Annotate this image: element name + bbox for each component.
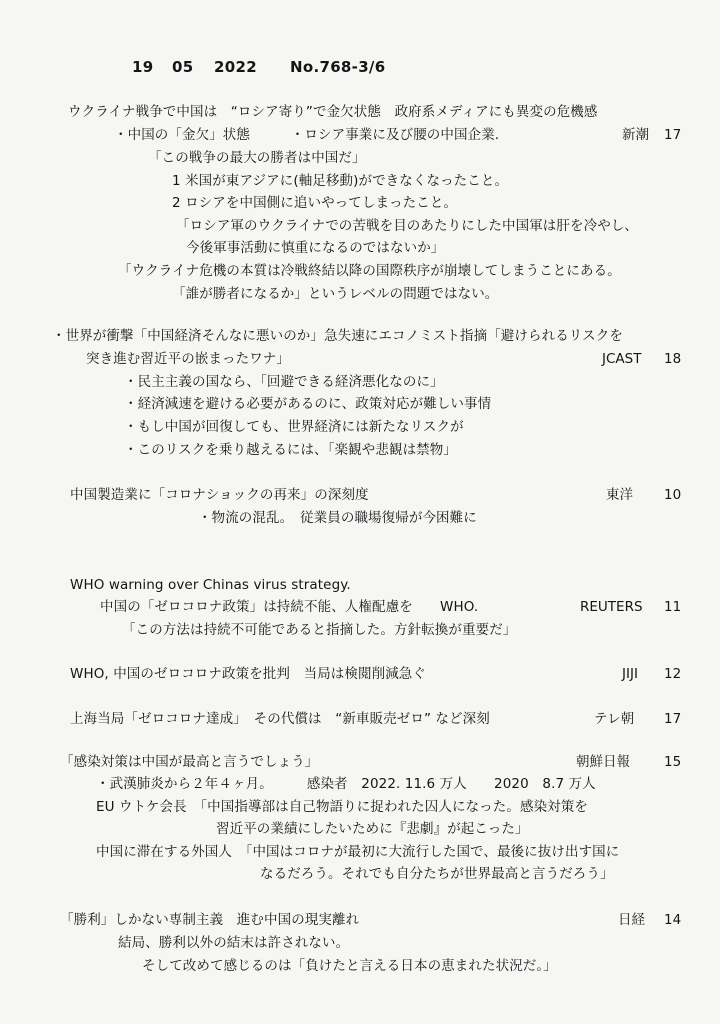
item-7-headline: 「感染対策は中国が最高と言うでしょう」 [60, 754, 319, 770]
item-2-line: ・もし中国が回復しても、世界経済には新たなリスクが [124, 419, 464, 435]
header-day: 19 [132, 58, 154, 76]
item-2-line: ・経済減速を避ける必要があるのに、政策対応が難しい事情 [124, 396, 492, 412]
item-3-page: 10 [664, 487, 682, 503]
item-5-headline: WHO, 中国のゼロコロナ政策を批判 当局は検閲削減急ぐ [70, 666, 427, 682]
item-3-headline: 中国製造業に「コロナショックの再来」の深刻度 [70, 487, 369, 503]
item-1-source: 新潮 [622, 127, 649, 143]
item-1-line: 今後軍事活動に慎重になるのではないか」 [186, 240, 445, 256]
item-1-line: ・中国の「金欠」状態 ・ロシア事業に及び腰の中国企業. [114, 127, 500, 143]
header-number: No.768-3/6 [290, 58, 386, 76]
item-2-line: 突き進む習近平の嵌まったワナ」 [86, 351, 290, 367]
item-4-line: 「この方法は持続不可能であると指摘した。方針転換が重要だ」 [122, 622, 517, 638]
item-2-line: ・このリスクを乗り越えるには、「楽観や悲観は禁物」 [124, 442, 457, 458]
item-4-page: 11 [664, 599, 682, 615]
item-7-line: なるだろう。それでも自分たちが世界最高と言うだろう」 [260, 866, 614, 882]
item-3-line: ・物流の混乱。 従業員の職場復帰が今困難に [198, 510, 477, 526]
item-7-page: 15 [664, 754, 682, 770]
item-1-line: 1 米国が東アジアに(軸足移動)ができなくなったこと。 [172, 173, 509, 189]
item-8-line: 結局、勝利以外の結末は許されない。 [118, 935, 350, 951]
item-1-line: 「ロシア軍のウクライナでの苦戦を目のあたりにした中国軍は肝を冷やし、 [176, 218, 638, 234]
item-8-source: 日経 [618, 912, 645, 928]
item-8-headline: 「勝利」しかない専制主義 進む中国の現実離れ [60, 912, 360, 928]
item-6-page: 17 [664, 711, 682, 727]
item-7-line: EU ウトケ会長 「中国指導部は自己物語りに捉われた囚人になった。感染対策を [96, 799, 588, 815]
header-year: 2022 [214, 58, 257, 76]
item-1-headline: ウクライナ戦争で中国は “ロシア寄り”で金欠状態 政府系メディアにも異変の危機感 [68, 104, 598, 120]
item-7-line: 習近平の業績にしたいために『悲劇』が起こった」 [216, 821, 529, 837]
item-5-page: 12 [664, 666, 682, 682]
item-4-headline: WHO warning over Chinas virus strategy. [70, 577, 351, 593]
item-2-page: 18 [664, 351, 682, 367]
header-month: 05 [172, 58, 194, 76]
item-7-line: 中国に滞在する外国人 「中国はコロナが最初に大流行した国で、最後に抜け出す国に [96, 844, 620, 860]
item-4-source: REUTERS [580, 599, 643, 615]
item-7-source: 朝鮮日報 [576, 754, 630, 770]
item-1-line: 「誰が勝者になるか」というレベルの問題ではない。 [172, 286, 499, 302]
item-2-headline: ・世界が衝撃「中国経済そんなに悪いのか」急失速にエコノミスト指摘「避けられるリスクを [52, 328, 623, 344]
item-8-line: そして改めて感じるのは「負けたと言える日本の恵まれた状況だ。」 [142, 958, 557, 974]
item-8-page: 14 [664, 912, 682, 928]
item-1-line: 「ウクライナ危機の本質は冷戦終結以降の国際秩序が崩壊してしまうことにある。 [118, 263, 621, 279]
item-7-line: ・武漢肺炎から２年４ヶ月。 感染者 2022. 11.6 万人 2020 8.7 万人 [96, 776, 596, 792]
item-3-source: 東洋 [606, 487, 633, 503]
item-5-source: JIJI [622, 666, 638, 682]
item-1-line: 2 ロシアを中国側に追いやってしまったこと。 [172, 195, 458, 211]
item-2-source: JCAST [602, 351, 642, 367]
item-1-line: 「この戦争の最大の勝者は中国だ」 [148, 150, 366, 166]
item-4-line: 中国の「ゼロコロナ政策」は持続不能、人権配慮を WHO. [100, 599, 479, 615]
item-6-headline: 上海当局「ゼロコロナ達成」 その代償は “新車販売ゼロ” など深刻 [70, 711, 490, 727]
item-1-page: 17 [664, 127, 682, 143]
item-6-source: テレ朝 [594, 711, 635, 727]
item-2-line: ・民主主義の国なら、「回避できる経済悪化なのに」 [124, 374, 444, 390]
